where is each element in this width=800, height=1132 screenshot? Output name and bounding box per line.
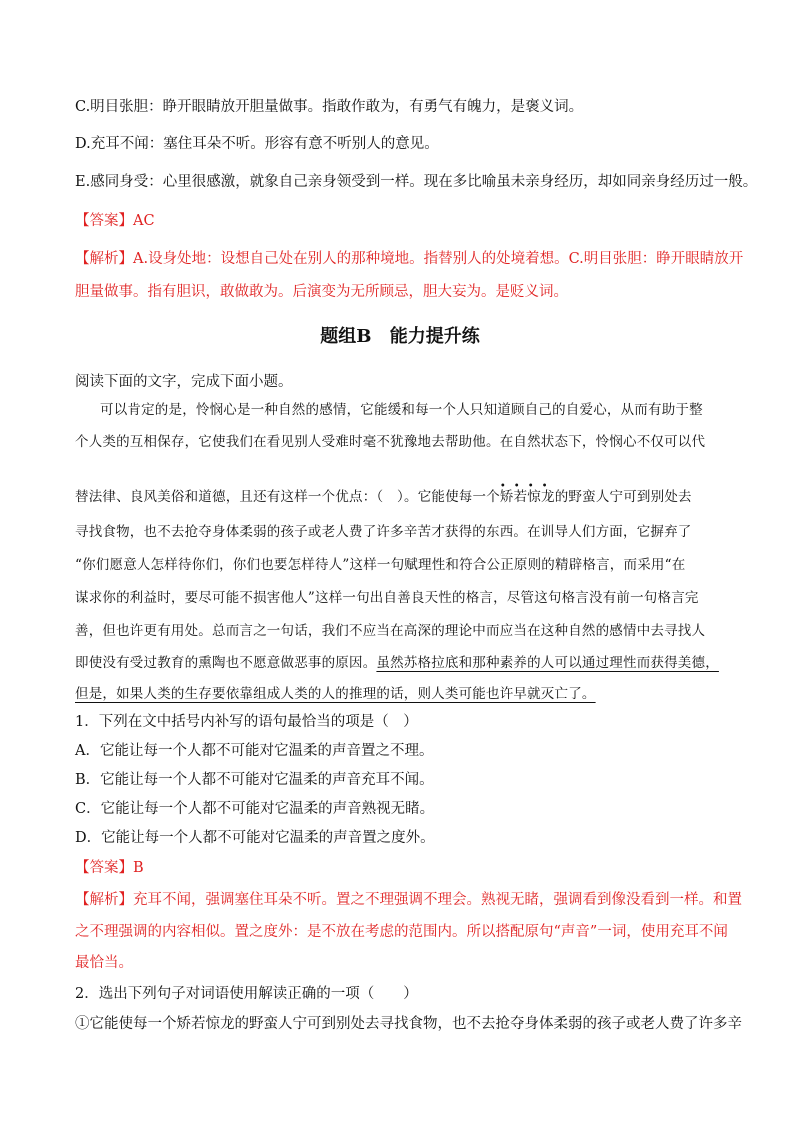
analysis-2-line-1: 【解析】充耳不闻，强调塞住耳朵不听。置之不理强调不理会。熟视无睹，强调看到像没看到一样。和置 <box>75 892 742 908</box>
passage-line-5: “你们愿意人怎样待你们，你们也要怎样待人”这样一句赋理性和符合公正原则的精辟格言，而采用“在 <box>75 557 686 573</box>
question-1-stem: 1．下列在文中括号内补写的语句最恰当的项是（ ） <box>75 714 418 730</box>
passage-line-7: 善，但也许更有用处。总而言之一句话，我们不应当在高深的理论中而应当在这种自然的感情中去寻找人 <box>75 623 706 639</box>
passage-line-1: 可以肯定的是，怜悯心是一种自然的感情，它能缓和每一个人只知道顾自己的自爱心，从而有助于整 <box>100 402 703 418</box>
option-d: D.充耳不闻：塞住耳朵不听。形容有意不听别人的意见。 <box>75 136 439 152</box>
answer-label: 【答案】 <box>75 213 133 229</box>
analysis-label: 【解析】 <box>75 251 133 267</box>
dotted-term: •••• 矫若惊龙 <box>500 489 555 505</box>
answer-1 <box>75 211 155 231</box>
analysis-1-line-1: 【解析】A.设身处地：设想自己处在别人的那种境地。指替别人的处境着想。C.明目张胆：睁开眼睛放开 <box>75 251 744 267</box>
option-e: E.感同身受：心里很感激，就象自己亲身领受到一样。现在多比喻虽未亲身经历，却如同亲身经历过一般。 <box>75 174 758 190</box>
section-name: 能力提升练 <box>389 326 480 347</box>
analysis-2-line-2: 之不理强调的内容相似。置之度外：是不放在考虑的范围内。所以搭配原句“声音”一词，使用充耳不闻 <box>75 924 728 940</box>
q1-option-c: C．它能让每一个人都不可能对它温柔的声音熟视无睹。 <box>75 801 435 817</box>
analysis-1-line-2: 胆量做事。指有胆识，敢做敢为。后演变为无所顾忌，胆大妄为。是贬义词。 <box>75 284 568 300</box>
passage-line-2: 个人类的互相保存，它使我们在看见别人受难时毫不犹豫地去帮助他。在自然状态下，怜悯心不仅可以代 <box>75 434 706 450</box>
q2-sentence-1: ①它能使每一个矫若惊龙的野蛮人宁可到别处去寻找食物，也不去抢夺身体柔弱的孩子或老人费了许多辛 <box>75 1016 742 1032</box>
analysis-2-line-3: 最恰当。 <box>75 955 133 971</box>
option-c: C.明目张胆：睁开眼睛放开胆量做事。指敢作敢为，有勇气有魄力，是褒义词。 <box>75 99 584 115</box>
q1-option-b: B．它能让每一个人都不可能对它温柔的声音充耳不闻。 <box>75 772 434 788</box>
section-group: 题组B <box>320 326 372 347</box>
instruction: 阅读下面的文字，完成下面小题。 <box>75 374 293 390</box>
passage-line-3: 替法律、良风美俗和道德，且还有这样一个优点：（ ）。它能使每一个 •••• 矫若惊龙的野蛮人宁可到别处去 <box>75 487 692 507</box>
q1-option-a: A．它能让每一个人都不可能对它温柔的声音置之不理。 <box>75 743 434 759</box>
passage-line-9: 但是，如果人类的生存要依靠组成人类的人的推理的话，则人类可能也许早就灭亡了。 <box>75 686 596 702</box>
passage-line-8: 即使没有受过教育的熏陶也不愿意做恶事的原因。虽然苏格拉底和那种素养的人可以通过理性而获得美德， <box>75 655 719 671</box>
q1-option-d: D．它能让每一个人都不可能对它温柔的声音置之度外。 <box>75 830 435 846</box>
emphasis-dots: •••• <box>499 481 556 492</box>
passage-line-4: 寻找食物，也不去抢夺身体柔弱的孩子或老人费了许多辛苦才获得的东西。在训导人们方面，它摒弃了 <box>75 524 692 540</box>
answer-value: AC <box>133 213 155 229</box>
underlined-sentence-1: 虽然苏格拉底和那种素养的人可以通过理性而获得美德， <box>376 655 719 671</box>
answer-2: 【答案】B <box>75 860 144 876</box>
section-title <box>0 322 800 348</box>
question-2-stem: 2．选出下列句子对词语使用解读正确的一项（ ） <box>75 986 418 1002</box>
passage-line-6: 谋求你的利益时，要尽可能不损害他人”这样一句出自善良天性的格言，尽管这句格言没有前一句格言完 <box>75 590 699 606</box>
